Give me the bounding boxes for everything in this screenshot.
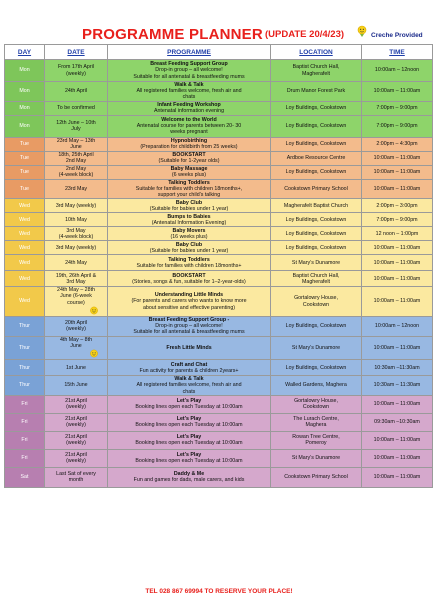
date-line: 21st April bbox=[65, 434, 87, 441]
table-row bbox=[5, 395, 433, 413]
location-cell bbox=[271, 213, 362, 227]
page-title: PROGRAMME PLANNER bbox=[82, 26, 263, 43]
programme-description: (Antenatal Information Evening) bbox=[151, 219, 227, 226]
location-cell bbox=[271, 199, 362, 213]
programme-title: Let’s Play bbox=[176, 452, 202, 459]
date-line: 10th May bbox=[65, 216, 87, 223]
time-cell: 7:00pm – 9:00pm bbox=[362, 101, 433, 115]
location-cell bbox=[271, 336, 362, 359]
time-cell: 10:00am – 11:00am bbox=[362, 179, 433, 199]
date-line: 4th May – 8th bbox=[59, 336, 93, 343]
date-line: course) bbox=[67, 299, 85, 306]
location-line: Drum Manor Forest Park bbox=[286, 88, 346, 95]
table-row bbox=[5, 137, 433, 151]
table-row bbox=[5, 431, 433, 449]
location-cell bbox=[271, 82, 362, 102]
programme-title: Breast Feeding Support Group - bbox=[148, 317, 230, 324]
day-cell: Wed bbox=[5, 199, 45, 213]
time-cell: 2:00pm – 4:30pm bbox=[362, 137, 433, 151]
table-row bbox=[5, 271, 433, 287]
location-cell bbox=[271, 376, 362, 396]
date-cell bbox=[45, 395, 108, 413]
location-cell bbox=[271, 165, 362, 179]
programme-title: Understanding Little Minds bbox=[154, 292, 224, 299]
location-cell bbox=[271, 316, 362, 336]
date-line: 3rd May (weekly) bbox=[55, 244, 97, 251]
time-cell: 10:00am – 11:00am bbox=[362, 241, 433, 255]
location-cell bbox=[271, 360, 362, 376]
location-line: Loy Buildings, Cookstown bbox=[285, 105, 347, 111]
date-line: 21st April bbox=[65, 452, 87, 459]
time-cell: 10:00am – 12noon bbox=[362, 316, 433, 336]
day-cell: Wed bbox=[5, 255, 45, 271]
date-line: (weekly) bbox=[66, 440, 86, 447]
day-cell: Thur bbox=[5, 360, 45, 376]
programme-description: Booking lines open each Tuesday at 10:00am bbox=[135, 404, 243, 411]
time-cell: 10:00am – 11:00am bbox=[362, 82, 433, 102]
location-line: Loy Buildings, Cookstown bbox=[285, 216, 347, 223]
location-line: Cookstown bbox=[302, 404, 330, 411]
table-row bbox=[5, 213, 433, 227]
time-cell: 10:30am – 11:30am bbox=[362, 376, 433, 396]
time-cell: 10:00am – 11:00am bbox=[362, 449, 433, 467]
time-cell: 10:00am – 12noon bbox=[362, 60, 433, 82]
day-cell: Tue bbox=[5, 137, 45, 151]
location-cell bbox=[271, 151, 362, 165]
programme-title: Talking Toddlers bbox=[168, 179, 210, 186]
date-cell bbox=[45, 115, 108, 137]
table-row bbox=[5, 82, 433, 102]
date-cell bbox=[45, 227, 108, 241]
time-cell: 10:00am – 11:00am bbox=[362, 287, 433, 317]
date-line: (weekly) bbox=[66, 404, 86, 411]
date-line: 12th June – 10th bbox=[56, 119, 96, 126]
time-cell: 7:00pm – 9:00pm bbox=[362, 115, 433, 137]
day-cell: Tue bbox=[5, 151, 45, 165]
programme-title: Walk & Talk bbox=[174, 82, 204, 88]
date-line: 1st June bbox=[65, 364, 87, 371]
programme-cell bbox=[108, 199, 271, 213]
programme-cell bbox=[108, 179, 271, 199]
day-cell: Fri bbox=[5, 395, 45, 413]
column-header-time: TIME bbox=[362, 45, 433, 60]
programme-description: All registered families welcome, fresh air and bbox=[136, 382, 242, 389]
programme-description: (For parents and carers who wants to know more bbox=[131, 298, 247, 305]
location-cell bbox=[271, 271, 362, 287]
date-line: (4-week block) bbox=[58, 172, 94, 179]
date-line: 2nd May bbox=[65, 158, 87, 165]
location-line: Rowan Tree Centre, bbox=[292, 434, 340, 441]
date-line: 21st April bbox=[65, 398, 87, 405]
date-cell bbox=[45, 467, 108, 487]
programme-cell bbox=[108, 213, 271, 227]
date-cell bbox=[45, 449, 108, 467]
date-line: June (6-week bbox=[60, 293, 92, 300]
programme-description: weeks pregnant bbox=[170, 129, 208, 136]
day-cell: Fri bbox=[5, 413, 45, 431]
programme-description: about sensitive and effective parenting) bbox=[142, 304, 236, 311]
day-cell: Thur bbox=[5, 376, 45, 396]
programme-cell bbox=[108, 395, 271, 413]
programme-description: (6 weeks plus) bbox=[171, 172, 207, 179]
location-line: Pomeroy bbox=[305, 440, 327, 447]
date-line: month bbox=[68, 477, 84, 484]
table-row bbox=[5, 151, 433, 165]
programme-cell bbox=[108, 255, 271, 271]
location-cell bbox=[271, 101, 362, 115]
location-line: Loy Buildings, Cookstown bbox=[285, 141, 347, 147]
time-cell: 10:00am – 11:00am bbox=[362, 165, 433, 179]
date-line: 24th May – 28th bbox=[57, 287, 95, 294]
programme-title: BOOKSTART bbox=[172, 151, 206, 158]
programme-cell bbox=[108, 271, 271, 287]
time-cell: 10:00am – 11:00am bbox=[362, 336, 433, 359]
date-line: 19th, 26th April & bbox=[55, 272, 97, 279]
date-cell bbox=[45, 101, 108, 115]
location-cell bbox=[271, 241, 362, 255]
time-cell: 09:30am –10:30am bbox=[362, 413, 433, 431]
programme-description: chats bbox=[182, 388, 196, 395]
date-line: 21st April bbox=[65, 416, 87, 423]
programme-cell bbox=[108, 115, 271, 137]
date-cell bbox=[45, 287, 108, 317]
location-line: Gortalowry House, bbox=[294, 295, 338, 302]
location-cell bbox=[271, 395, 362, 413]
programme-cell bbox=[108, 360, 271, 376]
time-cell: 2:00pm – 3:00pm bbox=[362, 199, 433, 213]
programme-cell bbox=[108, 287, 271, 317]
table-row bbox=[5, 241, 433, 255]
date-line: (weekly) bbox=[66, 458, 86, 465]
programme-cell bbox=[108, 60, 271, 82]
header bbox=[0, 24, 438, 46]
date-cell bbox=[45, 137, 108, 151]
location-line: Baptist Church Hall, bbox=[292, 64, 340, 71]
time-cell: 12 noon – 1:00pm bbox=[362, 227, 433, 241]
programme-title: Let’s Play bbox=[176, 398, 202, 405]
time-cell: 10:00am – 11:00am bbox=[362, 395, 433, 413]
table-row bbox=[5, 449, 433, 467]
programme-title: Welcome to the World bbox=[161, 116, 217, 123]
table-row bbox=[5, 376, 433, 396]
programme-title: Hypnobirthing bbox=[170, 137, 208, 144]
programme-description: (Preparation for childbirth from 25 weeks) bbox=[140, 144, 238, 151]
programme-description: (Stories, songs & fun, suitable for 1–2-year-olds) bbox=[132, 278, 246, 285]
date-line: 18th, 25th April bbox=[58, 151, 94, 158]
programme-description: Drop-in group – all welcome! bbox=[155, 323, 223, 330]
table-row bbox=[5, 101, 433, 115]
table-row bbox=[5, 199, 433, 213]
day-cell: Mon bbox=[5, 60, 45, 82]
date-cell bbox=[45, 336, 108, 359]
date-cell bbox=[45, 60, 108, 82]
location-line: Loy Buildings, Cookstown bbox=[285, 123, 347, 129]
table-row bbox=[5, 287, 433, 317]
location-line: Magherafelt bbox=[302, 278, 330, 285]
day-cell: Mon bbox=[5, 101, 45, 115]
programme-description: Suitable for families with children 18months+, bbox=[135, 185, 243, 192]
day-cell: Tue bbox=[5, 165, 45, 179]
column-header-date: DATE bbox=[45, 45, 108, 60]
programme-title: Baby Movers bbox=[172, 227, 206, 234]
location-line: Gortalowry House, bbox=[294, 398, 338, 405]
day-cell: Thur bbox=[5, 336, 45, 359]
programme-description: Fun and games for dads, male carers, and kids bbox=[133, 477, 245, 484]
location-line: Loy Buildings, Cookstown bbox=[285, 323, 347, 330]
location-line: The Lurach Centre, bbox=[293, 416, 339, 423]
programme-description: Antenatal course for parents between 20- 30 bbox=[136, 123, 242, 129]
creche-sun-icon bbox=[89, 349, 99, 359]
location-cell bbox=[271, 431, 362, 449]
programme-description: Suitable for all antenatal & breastfeeding mums bbox=[133, 73, 245, 80]
location-cell bbox=[271, 179, 362, 199]
creche-sun-icon bbox=[356, 25, 368, 38]
programme-description: (Suitable for babies under 1 year) bbox=[149, 247, 229, 254]
programme-description: Suitable for families with children 18months+ bbox=[136, 262, 242, 269]
programme-title: Breast Feeding Support Group bbox=[150, 61, 228, 68]
location-cell bbox=[271, 449, 362, 467]
programme-title: Talking Toddlers bbox=[168, 256, 210, 263]
programme-description: support your child’s talking bbox=[157, 192, 221, 199]
day-cell: Thur bbox=[5, 316, 45, 336]
programme-description: Suitable for all antenatal & breastfeeding mums bbox=[133, 329, 245, 336]
location-cell bbox=[271, 467, 362, 487]
programme-description: Booking lines open each Tuesday at 10:00am bbox=[135, 422, 243, 429]
day-cell: Mon bbox=[5, 82, 45, 102]
date-cell bbox=[45, 316, 108, 336]
location-cell bbox=[271, 137, 362, 151]
date-cell bbox=[45, 179, 108, 199]
programme-cell bbox=[108, 413, 271, 431]
table-row bbox=[5, 336, 433, 359]
location-line: Baptist Church Hall, bbox=[292, 272, 340, 279]
date-line: From 17th April bbox=[58, 64, 94, 71]
location-line: Cookstown Primary School bbox=[284, 185, 348, 192]
creche-label: Creche Provided bbox=[371, 32, 423, 39]
location-cell bbox=[271, 227, 362, 241]
column-header-location: LOCATION bbox=[271, 45, 362, 60]
programme-cell bbox=[108, 82, 271, 102]
date-line: 24th April bbox=[64, 88, 88, 95]
date-cell bbox=[45, 360, 108, 376]
day-cell: Wed bbox=[5, 213, 45, 227]
date-line: 15th June bbox=[64, 382, 88, 389]
day-cell: Fri bbox=[5, 431, 45, 449]
day-cell: Wed bbox=[5, 227, 45, 241]
creche-sun-icon bbox=[89, 306, 99, 316]
date-line: 2nd May bbox=[65, 165, 87, 172]
table-row bbox=[5, 316, 433, 336]
date-cell bbox=[45, 255, 108, 271]
programme-description: Booking lines open each Tuesday at 10:00am bbox=[135, 440, 243, 447]
location-cell bbox=[271, 115, 362, 137]
date-line: (weekly) bbox=[66, 422, 86, 429]
table-row bbox=[5, 467, 433, 487]
location-cell bbox=[271, 287, 362, 317]
programme-table bbox=[4, 44, 433, 488]
day-cell: Wed bbox=[5, 241, 45, 255]
programme-description: chats bbox=[182, 94, 196, 101]
programme-cell bbox=[108, 467, 271, 487]
programme-description: (Suitable for babies under 1 year) bbox=[149, 205, 229, 212]
programme-title: Let’s Play bbox=[176, 416, 202, 423]
date-line: Last Sat of every bbox=[56, 471, 96, 478]
day-cell: Wed bbox=[5, 287, 45, 317]
date-line: (weekly) bbox=[66, 326, 86, 333]
date-line: 3rd May (weekly) bbox=[55, 202, 97, 209]
date-line: To be confirmed bbox=[57, 105, 95, 111]
location-line: Magherafelt bbox=[302, 70, 330, 77]
location-line: St Mary’s Dunamore bbox=[291, 259, 341, 266]
programme-description: All registered families welcome, fresh air and bbox=[136, 88, 242, 95]
programme-title: Fresh Little Minds bbox=[166, 344, 212, 351]
location-line: Cookstown Primary School bbox=[284, 474, 348, 481]
programme-cell bbox=[108, 165, 271, 179]
date-line: 24th May bbox=[65, 259, 87, 266]
date-line: June bbox=[70, 343, 82, 350]
date-cell bbox=[45, 165, 108, 179]
location-line: Cookstown bbox=[302, 301, 330, 308]
day-cell: Tue bbox=[5, 179, 45, 199]
programme-title: Bumps to Babies bbox=[167, 213, 211, 220]
footer-phone-note: TEL 028 867 69994 TO RESERVE YOUR PLACE! bbox=[145, 588, 293, 595]
time-cell: 7:00pm – 9:00pm bbox=[362, 213, 433, 227]
programme-cell bbox=[108, 449, 271, 467]
table-row bbox=[5, 115, 433, 137]
time-cell: 10:30am –11:30am bbox=[362, 360, 433, 376]
date-line: 23rd May bbox=[64, 185, 88, 192]
table-header-row bbox=[5, 45, 433, 60]
location-line: Maghera bbox=[305, 422, 327, 429]
location-line: Loy Buildings, Cookstown bbox=[285, 230, 347, 237]
time-cell: 10:00am – 11:00am bbox=[362, 271, 433, 287]
table-row bbox=[5, 60, 433, 82]
programme-title: Walk & Talk bbox=[174, 376, 204, 383]
date-line: June bbox=[70, 144, 82, 151]
date-line: 20th April bbox=[64, 320, 88, 327]
date-line: 3rd May bbox=[66, 227, 86, 234]
programme-title: Craft and Chat bbox=[170, 361, 208, 368]
location-line: St Mary’s Dunamore bbox=[291, 455, 341, 462]
programme-cell bbox=[108, 137, 271, 151]
programme-description: Drop-in group – all welcome! bbox=[155, 67, 223, 74]
programme-description: Antenatal information evening bbox=[153, 108, 225, 115]
date-line: 3rd May bbox=[66, 278, 86, 285]
programme-cell bbox=[108, 431, 271, 449]
location-line: Walled Gardens, Maghera bbox=[285, 382, 347, 389]
programme-cell bbox=[108, 241, 271, 255]
programme-cell bbox=[108, 316, 271, 336]
day-cell: Mon bbox=[5, 115, 45, 137]
day-cell: Sat bbox=[5, 467, 45, 487]
location-line: Loy Buildings, Cookstown bbox=[285, 244, 347, 251]
date-cell bbox=[45, 82, 108, 102]
date-line: (weekly) bbox=[66, 70, 86, 77]
day-cell: Wed bbox=[5, 271, 45, 287]
column-header-programme: PROGRAMME bbox=[108, 45, 271, 60]
date-cell bbox=[45, 151, 108, 165]
date-line: (4-week block) bbox=[58, 233, 94, 240]
programme-title: Baby Club bbox=[175, 199, 203, 206]
programme-title: BOOKSTART bbox=[172, 272, 206, 279]
programme-cell bbox=[108, 336, 271, 359]
location-cell bbox=[271, 60, 362, 82]
date-cell bbox=[45, 376, 108, 396]
date-cell bbox=[45, 431, 108, 449]
update-note: (UPDATE 20/4/23) bbox=[265, 29, 345, 40]
location-line: Ardboe Resource Centre bbox=[286, 155, 346, 161]
programme-title: Let’s Play bbox=[176, 434, 202, 441]
table-row bbox=[5, 165, 433, 179]
date-cell bbox=[45, 213, 108, 227]
programme-cell bbox=[108, 101, 271, 115]
programme-title: Baby Club bbox=[175, 241, 203, 248]
column-header-day: DAY bbox=[5, 45, 45, 60]
time-cell: 10:00am – 11:00am bbox=[362, 255, 433, 271]
programme-title: Daddy & Me bbox=[173, 471, 205, 478]
programme-description: Fun activity for parents & children 2years+ bbox=[139, 367, 239, 374]
date-cell bbox=[45, 241, 108, 255]
location-cell bbox=[271, 413, 362, 431]
programme-cell bbox=[108, 227, 271, 241]
programme-description: Booking lines open each Tuesday at 10:00am bbox=[135, 458, 243, 465]
programme-cell bbox=[108, 151, 271, 165]
programme-cell bbox=[108, 376, 271, 396]
location-line: St Mary’s Dunamore bbox=[291, 344, 341, 351]
location-line: Magherafelt Baptist Church bbox=[283, 202, 349, 209]
date-line: July bbox=[71, 126, 81, 133]
table-row bbox=[5, 227, 433, 241]
table-row bbox=[5, 179, 433, 199]
programme-description: (16 weeks plus) bbox=[170, 233, 208, 240]
location-line: Loy Buildings, Cookstown bbox=[285, 364, 347, 371]
table-row bbox=[5, 360, 433, 376]
location-line: Loy Buildings, Cookstown bbox=[285, 169, 347, 175]
programme-description: (Suitable for 1-2year olds) bbox=[158, 158, 220, 165]
date-cell bbox=[45, 413, 108, 431]
table-row bbox=[5, 413, 433, 431]
time-cell: 10:00am – 11:00am bbox=[362, 151, 433, 165]
time-cell: 10:00am – 11:00am bbox=[362, 467, 433, 487]
table-row bbox=[5, 255, 433, 271]
programme-title: Infant Feeding Workshop bbox=[157, 101, 221, 108]
time-cell: 10:00am – 11:00am bbox=[362, 431, 433, 449]
date-cell bbox=[45, 271, 108, 287]
date-cell bbox=[45, 199, 108, 213]
programme-title: Baby Massage bbox=[170, 165, 208, 172]
date-line: 23rd May – 13th bbox=[56, 137, 96, 144]
day-cell: Fri bbox=[5, 449, 45, 467]
location-cell bbox=[271, 255, 362, 271]
